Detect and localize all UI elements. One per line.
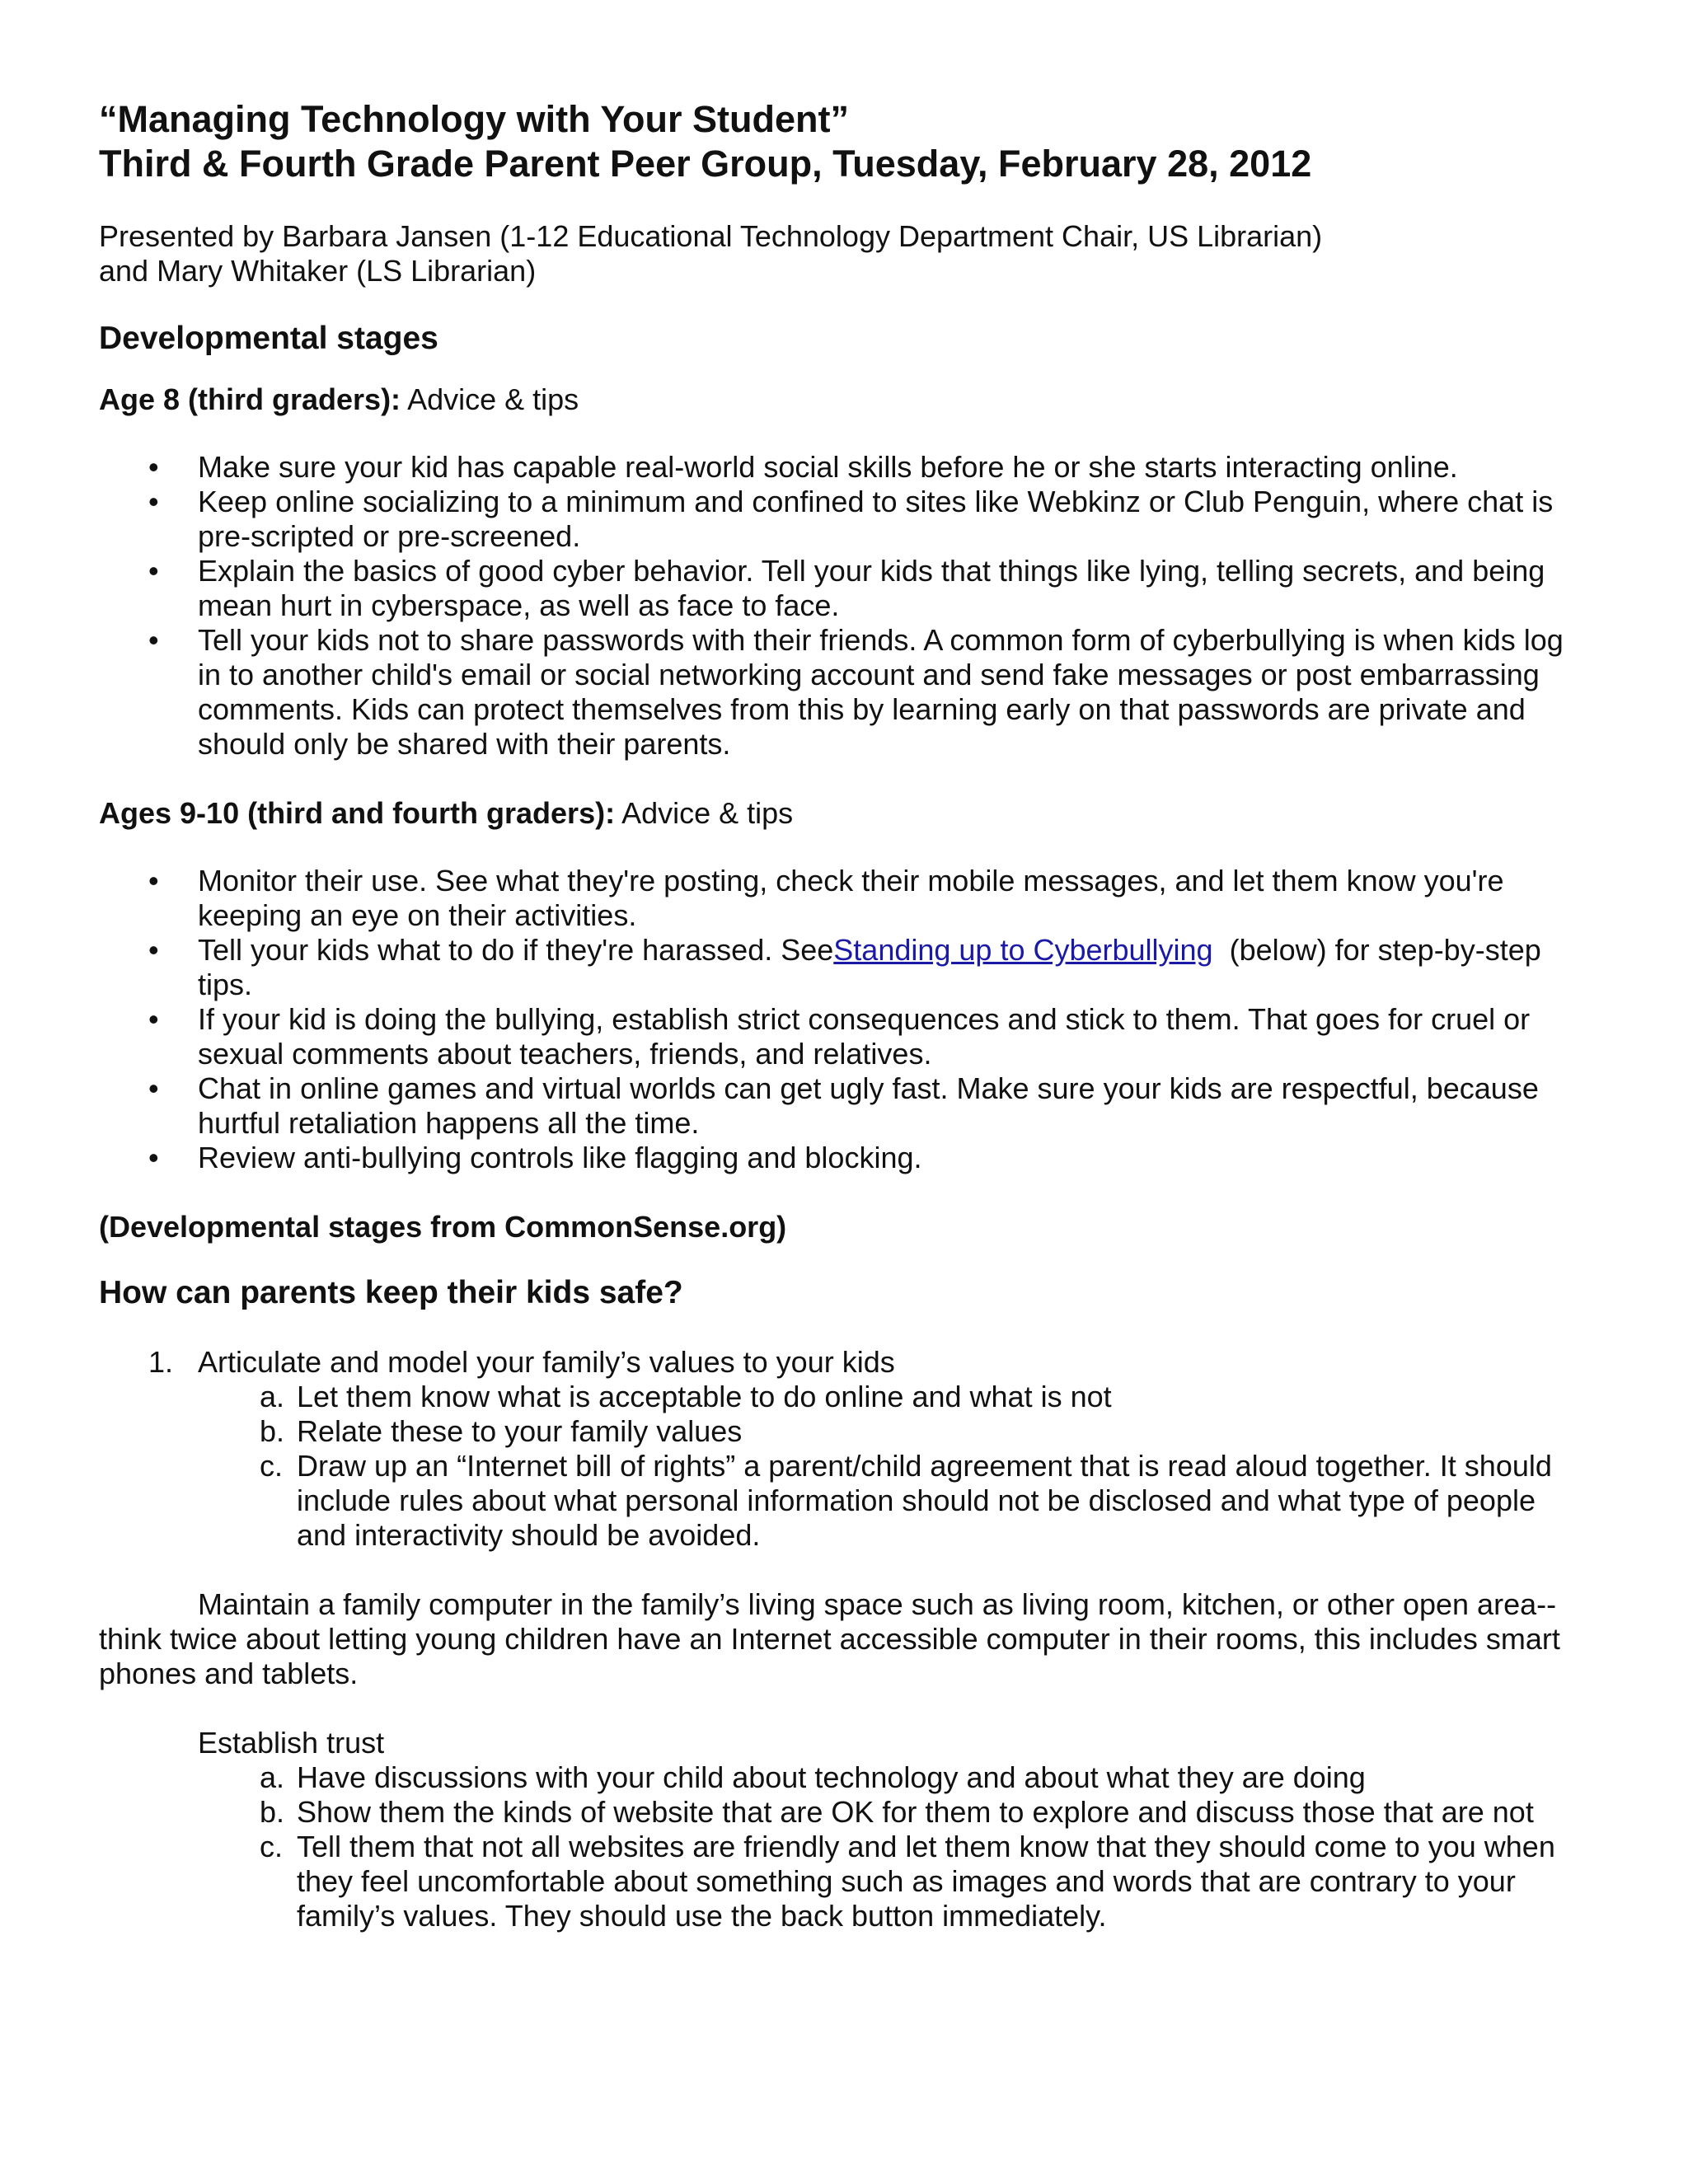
list-letter: c. xyxy=(260,1449,284,1483)
bullet-icon: • xyxy=(148,1071,159,1105)
age9-10-suffix: Advice & tips xyxy=(615,796,794,830)
age9-10-bullet-list xyxy=(99,864,1589,1175)
age9-10-label: Ages 9-10 (third and fourth graders): xyxy=(99,796,616,830)
age8-heading xyxy=(99,382,1589,417)
list-letter: b. xyxy=(260,1795,285,1829)
list-item: • Review anti-bullying controls like flagging and blocking. xyxy=(148,1141,922,1174)
bullet-icon: • xyxy=(148,450,159,484)
maintain-paragraph: Maintain a family computer in the family’s living space such as living room, kitchen, or other open area--think twice about letting young children have an Internet accessible computer in their rooms, this includes smart phones and tablets. xyxy=(99,1587,1560,1690)
safety-heading: How can parents keep their kids safe? xyxy=(99,1275,683,1310)
presenters-line-2: and Mary Whitaker (LS Librarian) xyxy=(99,254,537,288)
list-item: • Explain the basics of good cyber behavior. Tell your kids that things like lying, telling secrets, and being mean hurt in cyberspace, as well as face to face. xyxy=(148,554,1545,622)
title-line-1: “Managing Technology with Your Student” xyxy=(99,98,849,140)
safety-numbered-list xyxy=(99,1345,1589,1553)
list-item: 1. Articulate and model your family’s values to your kids a. Let them know what is acceptable to do online and what is not b. Relate these to your family values c. Draw up an “Internet bill of rights” a parent/child agreement that is read aloud together. It should include rules about what personal information should not be disclosed and what type of people and interactivity should be avoided. xyxy=(99,1345,1589,1553)
bullet-icon: • xyxy=(148,1141,159,1174)
age8-suffix: Advice & tips xyxy=(401,382,579,416)
document-title xyxy=(99,97,1589,186)
age9-10-heading xyxy=(99,796,1589,831)
list-item: c. Draw up an “Internet bill of rights” a parent/child agreement that is read aloud together. It should include rules about what personal information should not be disclosed and what type of people and interactivity should be avoided. xyxy=(260,1449,1552,1552)
bullet-icon: • xyxy=(148,554,159,588)
list-number: 1. xyxy=(148,1345,174,1379)
list-item: a. Have discussions with your child about technology and about what they are doing xyxy=(260,1760,1366,1794)
presenters-line-1: Presented by Barbara Jansen (1-12 Educational Technology Department Chair, US Librarian) xyxy=(99,219,1323,253)
bullet-icon: • xyxy=(148,933,159,967)
list-item: a. Let them know what is acceptable to do online and what is not xyxy=(260,1380,1112,1413)
list-letter: a. xyxy=(260,1760,285,1794)
age8-label: Age 8 (third graders): xyxy=(99,382,401,416)
list-letter: a. xyxy=(260,1380,285,1413)
bullet-icon: • xyxy=(148,623,159,657)
values-sub-list xyxy=(99,1380,1589,1553)
list-item: • Chat in online games and virtual worlds can get ugly fast. Make sure your kids are respectful, because hurtful retaliation happens all the time. xyxy=(148,1071,1539,1140)
trust-sub-list xyxy=(99,1760,1589,1933)
establish-trust-heading: Establish trust xyxy=(198,1726,385,1760)
list-item: • Make sure your kid has capable real-world social skills before he or she starts interacting online. xyxy=(148,450,1458,484)
list-item: b. Show them the kinds of website that are OK for them to explore and discuss those that are not xyxy=(260,1795,1534,1829)
list-item: c. Tell them that not all websites are friendly and let them know that they should come to you when they feel uncomfortable about something such as images and words that are contrary to your family’s values. They should use the back button immediately. xyxy=(260,1830,1555,1933)
document-page xyxy=(99,97,1589,1933)
cyberbullying-link[interactable]: Standing up to Cyberbullying xyxy=(833,933,1213,967)
title-line-2: Third & Fourth Grade Parent Peer Group, Tuesday, February 28, 2012 xyxy=(99,143,1312,185)
list-letter: b. xyxy=(260,1414,285,1448)
age8-bullet-list xyxy=(99,450,1589,762)
list-item: • Tell your kids not to share passwords with their friends. A common form of cyberbullying is when kids log in to another child's email or social networking account and send fake messages or post embarrassing comments. Kids can protect themselves from this by learning early on that passwords are private and should only be shared with their parents. xyxy=(148,623,1564,761)
list-item: b. Relate these to your family values xyxy=(260,1414,743,1448)
bullet-icon: • xyxy=(148,864,159,898)
bullet-icon: • xyxy=(148,1002,159,1036)
list-item: • Tell your kids what to do if they're harassed. SeeStanding up to Cyberbullying (below) for step-by-step tips. xyxy=(148,933,1550,1001)
presenters xyxy=(99,219,1589,288)
list-item: • If your kid is doing the bullying, establish strict consequences and stick to them. That goes for cruel or sexual comments about teachers, friends, and relatives. xyxy=(148,1002,1531,1071)
developmental-stages-heading: Developmental stages xyxy=(99,321,438,356)
list-letter: c. xyxy=(260,1830,284,1863)
source-note: (Developmental stages from CommonSense.org) xyxy=(99,1210,787,1244)
bullet-icon: • xyxy=(148,485,159,518)
list-item: • Keep online socializing to a minimum and confined to sites like Webkinz or Club Penguin, where chat is pre-scripted or pre-screened. xyxy=(148,485,1554,553)
list-item: • Monitor their use. See what they're posting, check their mobile messages, and let them know you're keeping an eye on their activities. xyxy=(148,864,1504,932)
